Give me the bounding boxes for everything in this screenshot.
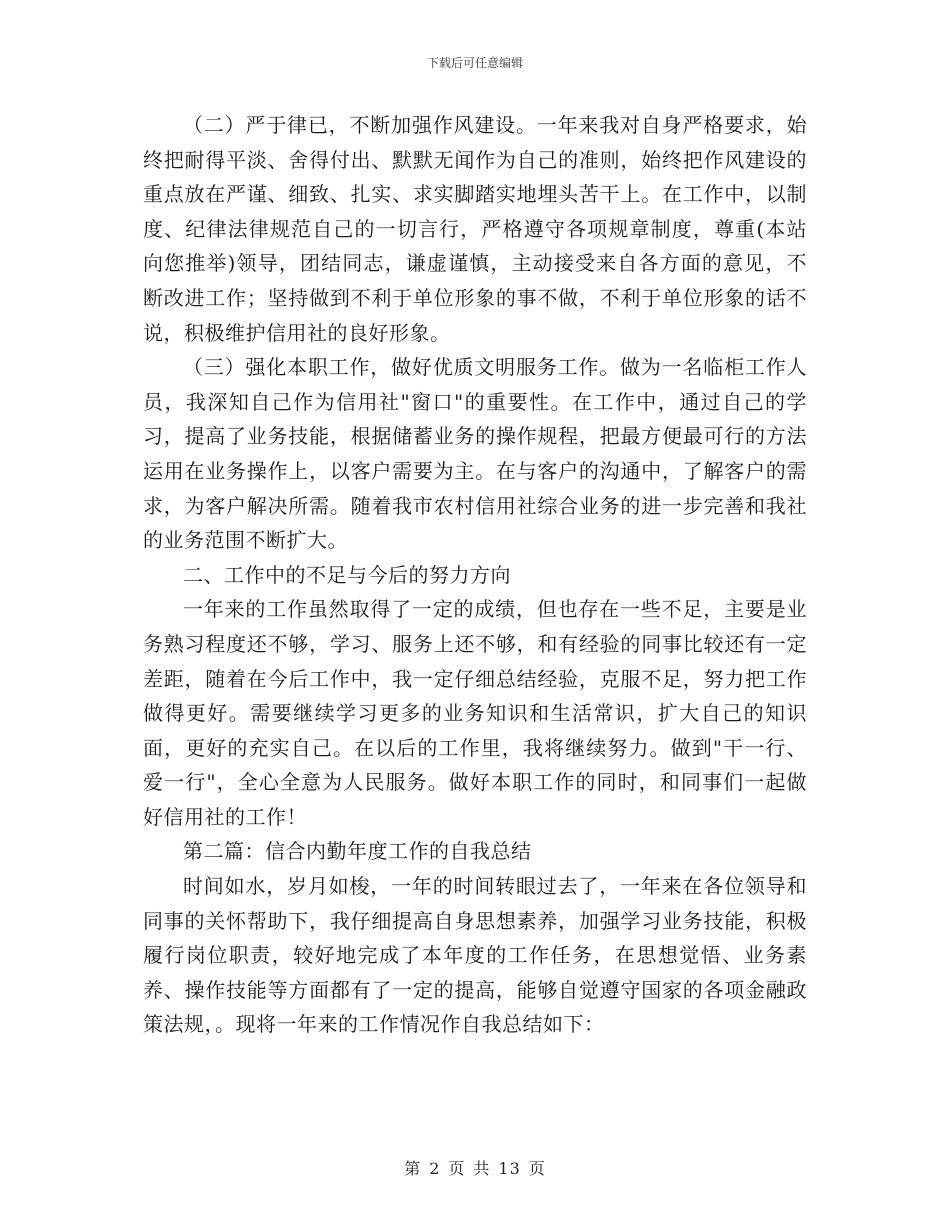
paragraph-shortcomings: 一年来的工作虽然取得了一定的成绩，但也存在一些不足，主要是业务熟习程度还不够，学习、服务上还不够，和有经验的同事比较还有一定差距，随着在今后工作中，我一定仔细总结经验，克服不足，努力把工作做得更好。需要继续学习更多的业务知识和生活常识，扩大自己的知识面，更好的充实自己。在以后的工作里，我将继续努力。做到"干一行、爱一行"，全心全意为人民服务。做好本职工作的同时，和同事们一起做好信用社的工作！ bbox=[143, 597, 807, 829]
heading-part-two: 第二篇：信合内勤年度工作的自我总结 bbox=[183, 839, 532, 864]
header-note: 下载后可任意编辑 bbox=[426, 56, 523, 70]
footer-page-suffix: 页 bbox=[528, 1159, 546, 1178]
footer-total-prefix: 共 bbox=[473, 1159, 491, 1178]
document-body bbox=[143, 108, 807, 1042]
footer-page-number: 2 bbox=[429, 1159, 441, 1178]
footer-total-pages: 13 bbox=[498, 1159, 521, 1178]
paragraph-part-two-intro: 时间如水，岁月如梭，一年的时间转眼过去了，一年来在各位领导和同事的关怀帮助下，我仔细提高自身思想素养，加强学习业务技能，积极履行岗位职责，较好地完成了本年度的工作任务，在思想觉悟、业务素养、操作技能等方面都有了一定的提高，能够自觉遵守国家的各项金融政策法规，。现将一年来的工作情况作自我总结如下： bbox=[143, 874, 807, 1037]
heading-shortcomings: 二、工作中的不足与今后的努力方向 bbox=[183, 562, 511, 587]
page-footer bbox=[0, 1156, 950, 1179]
footer-page-mid: 页 bbox=[448, 1159, 466, 1178]
paragraph-section-two: （二）严于律已，不断加强作风建设。一年来我对自身严格要求，始终把耐得平淡、舍得付出、默默无闻作为自己的准则，始终把作风建设的重点放在严谨、细致、扎实、求实脚踏实地埋头苦干上。在工作中，以制度、纪律法律规范自己的一切言行，严格遵守各项规章制度，尊重(本站向您推举)领导，团结同志，谦虚谨慎，主动接受来自各方面的意见，不断改进工作；坚持做到不利于单位形象的事不做，不利于单位形象的话不说，积极维护信用社的良好形象。 bbox=[143, 113, 807, 345]
footer-page-prefix: 第 bbox=[404, 1159, 422, 1178]
paragraph-section-three: （三）强化本职工作，做好优质文明服务工作。做为一名临柜工作人员，我深知自己作为信用社"窗口"的重要性。在工作中，通过自己的学习，提高了业务技能，根据储蓄业务的操作规程，把最方便最可行的方法运用在业务操作上，以客户需要为主。在与客户的沟通中，了解客户的需求，为客户解决所需。随着我市农村信用社综合业务的进一步完善和我社的业务范围不断扩大。 bbox=[143, 355, 807, 553]
